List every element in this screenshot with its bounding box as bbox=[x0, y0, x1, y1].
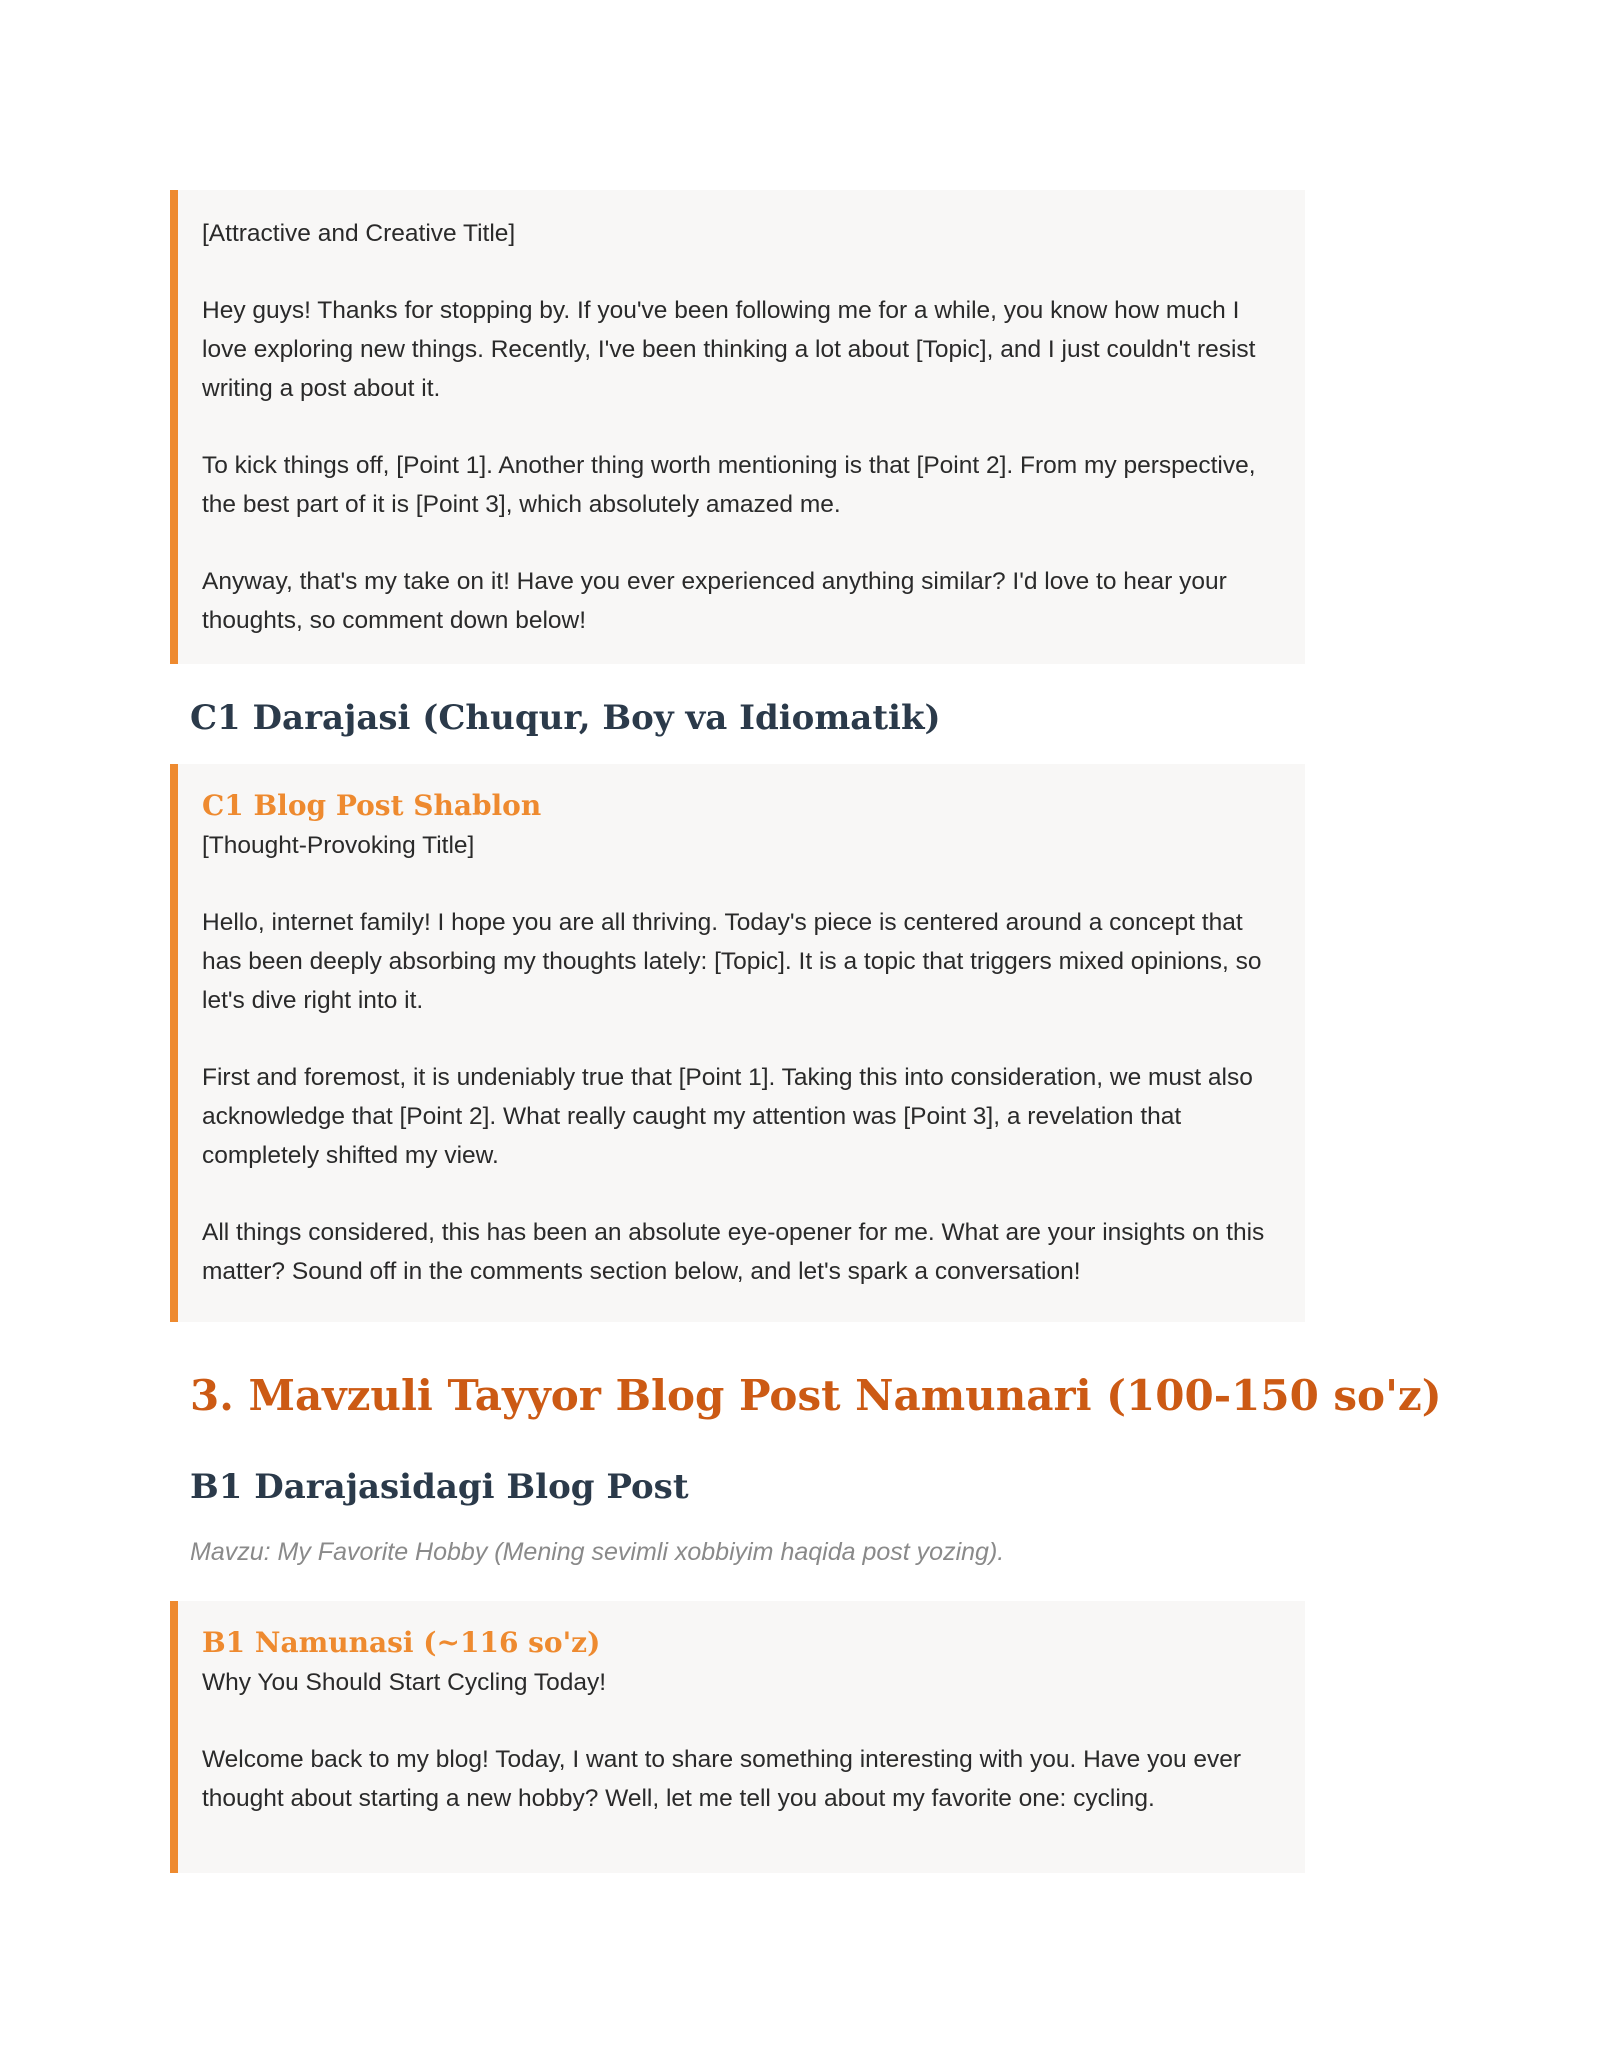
template-title-placeholder: [Attractive and Creative Title] bbox=[202, 220, 516, 247]
c1-level-heading: C1 Darajasi (Chuqur, Boy va Idiomatik) bbox=[190, 698, 941, 738]
template-paragraph-intro: Hello, internet family! I hope you are all thriving. Today's piece is centered around a concept that has been deeply absorbing my thoughts lately: [Topic]. It is a topic that triggers mixed opinions, so let's dive right into it. bbox=[202, 909, 1262, 1014]
template-paragraph-body: To kick things off, [Point 1]. Another thing worth mentioning is that [Point 2]. From my perspective, the best part of it is [Point 3], which absolutely amazed me. bbox=[202, 452, 1256, 518]
section-3-heading: 3. Mavzuli Tayyor Blog Post Namunari (100-150 so'z) bbox=[190, 1371, 1442, 1420]
template-box-c1 bbox=[170, 764, 1305, 1322]
sample-box-b1 bbox=[170, 1601, 1305, 1873]
template-box-b1 bbox=[170, 190, 1305, 664]
template-paragraph-closing: Anyway, that's my take on it! Have you ever experienced anything similar? I'd love to hear your thoughts, so comment down below! bbox=[202, 568, 1227, 634]
template-paragraph-intro: Hey guys! Thanks for stopping by. If you've been following me for a while, you know how much I love exploring new things. Recently, I've been thinking a lot about [Topic], and I just couldn't resist writing a post about it. bbox=[202, 297, 1256, 402]
b1-sample-title: B1 Namunasi (~116 so'z) bbox=[202, 1626, 601, 1659]
sample-post-title: Why You Should Start Cycling Today! bbox=[202, 1669, 607, 1696]
b1-blog-post-heading: B1 Darajasidagi Blog Post bbox=[190, 1467, 689, 1507]
template-paragraph-closing: All things considered, this has been an absolute eye-opener for me. What are your insights on this matter? Sound off in the comments section below, and let's spark a conversation! bbox=[202, 1219, 1265, 1285]
c1-template-title: C1 Blog Post Shablon bbox=[202, 789, 542, 822]
sample-paragraph-intro: Welcome back to my blog! Today, I want to share something interesting with you. Have you ever thought about starting a new hobby? Well, let me tell you about my favorite one: cycling. bbox=[202, 1746, 1242, 1812]
b1-topic-note: Mavzu: My Favorite Hobby (Mening sevimli xobbiyim haqida post yozing). bbox=[190, 1538, 1005, 1566]
template-title-placeholder: [Thought-Provoking Title] bbox=[202, 832, 475, 859]
template-paragraph-body: First and foremost, it is undeniably true that [Point 1]. Taking this into consideration, we must also acknowledge that [Point 2]. What really caught my attention was [Point 3], a revelation that completely shifted my view. bbox=[202, 1064, 1253, 1169]
